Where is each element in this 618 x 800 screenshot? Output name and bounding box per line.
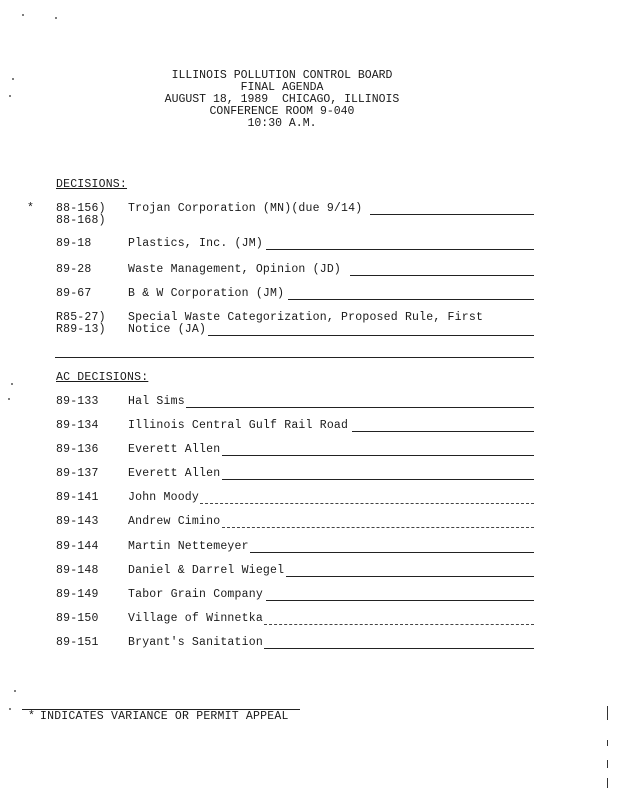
docket-number: 89-67 xyxy=(56,287,92,300)
case-title: Tabor Grain Company xyxy=(128,588,263,601)
signature-line xyxy=(222,527,534,528)
footnote-text: INDICATES VARIANCE OR PERMIT APPEAL xyxy=(40,710,289,723)
signature-line xyxy=(352,431,534,432)
case-title: Trojan Corporation (MN)(due 9/14) xyxy=(128,202,363,215)
scan-speck xyxy=(9,708,11,710)
decisions-heading: DECISIONS: xyxy=(56,178,128,191)
agenda-time: 10:30 A.M. xyxy=(247,117,317,130)
scan-edge-mark xyxy=(607,706,608,720)
docket-number: 89-28 xyxy=(56,263,92,276)
signature-line xyxy=(286,576,534,577)
case-title: Daniel & Darrel Wiegel xyxy=(128,564,285,577)
docket-number: R89-13) xyxy=(56,323,106,336)
scan-speck xyxy=(55,17,57,19)
agenda-title-type: FINAL AGENDA xyxy=(240,81,324,94)
docket-number: 88-168) xyxy=(56,214,106,227)
case-title: John Moody xyxy=(128,491,200,504)
case-title: Everett Allen xyxy=(128,467,221,480)
case-title: Village of Winnetka xyxy=(128,612,263,625)
scan-speck xyxy=(8,398,10,400)
section-divider xyxy=(55,357,534,358)
ac-decisions-heading: AC DECISIONS: xyxy=(56,371,149,384)
case-title: Illinois Central Gulf Rail Road xyxy=(128,419,349,432)
variance-marker: * xyxy=(27,202,35,215)
scan-edge-mark xyxy=(607,778,608,788)
case-title: Martin Nettemeyer xyxy=(128,540,249,553)
signature-line xyxy=(222,479,534,480)
signature-line xyxy=(288,299,534,300)
docket-number: 89-144 xyxy=(56,540,99,553)
docket-number: 89-137 xyxy=(56,467,99,480)
signature-line xyxy=(350,275,534,276)
scan-speck xyxy=(14,690,16,692)
agenda-date-location: AUGUST 18, 1989 CHICAGO, ILLINOIS xyxy=(164,93,400,106)
signature-line xyxy=(264,624,534,625)
case-title: Everett Allen xyxy=(128,443,221,456)
docket-number: 89-136 xyxy=(56,443,99,456)
docket-number: 89-133 xyxy=(56,395,99,408)
scan-edge-mark xyxy=(607,740,608,746)
signature-line xyxy=(266,600,534,601)
case-title: Notice (JA) xyxy=(128,323,207,336)
docket-number: 88-156) xyxy=(56,202,106,215)
docket-number: 89-149 xyxy=(56,588,99,601)
case-title: B & W Corporation (JM) xyxy=(128,287,285,300)
scan-speck xyxy=(22,14,24,16)
docket-number: 89-150 xyxy=(56,612,99,625)
signature-line xyxy=(250,552,534,553)
case-title: Andrew Cimino xyxy=(128,515,221,528)
scan-speck xyxy=(11,383,13,385)
scan-edge-mark xyxy=(607,760,608,768)
docket-number: 89-18 xyxy=(56,237,92,250)
agenda-title-board: ILLINOIS POLLUTION CONTROL BOARD xyxy=(171,69,393,82)
signature-line xyxy=(200,503,534,504)
case-title: Hal Sims xyxy=(128,395,185,408)
signature-line xyxy=(208,335,534,336)
docket-number: 89-151 xyxy=(56,636,99,649)
case-title: Waste Management, Opinion (JD) xyxy=(128,263,342,276)
signature-line xyxy=(370,214,534,215)
footnote-marker: * xyxy=(28,710,36,723)
case-title: Bryant's Sanitation xyxy=(128,636,263,649)
signature-line xyxy=(186,407,534,408)
docket-number: 89-143 xyxy=(56,515,99,528)
docket-number: 89-134 xyxy=(56,419,99,432)
docket-number: 89-148 xyxy=(56,564,99,577)
docket-number: 89-141 xyxy=(56,491,99,504)
agenda-room: CONFERENCE ROOM 9-040 xyxy=(209,105,355,118)
signature-line xyxy=(266,249,534,250)
signature-line xyxy=(222,455,534,456)
signature-line xyxy=(264,648,534,649)
case-title: Special Waste Categorization, Proposed Rule, First xyxy=(128,311,484,324)
case-title: Plastics, Inc. (JM) xyxy=(128,237,263,250)
docket-number: R85-27) xyxy=(56,311,106,324)
